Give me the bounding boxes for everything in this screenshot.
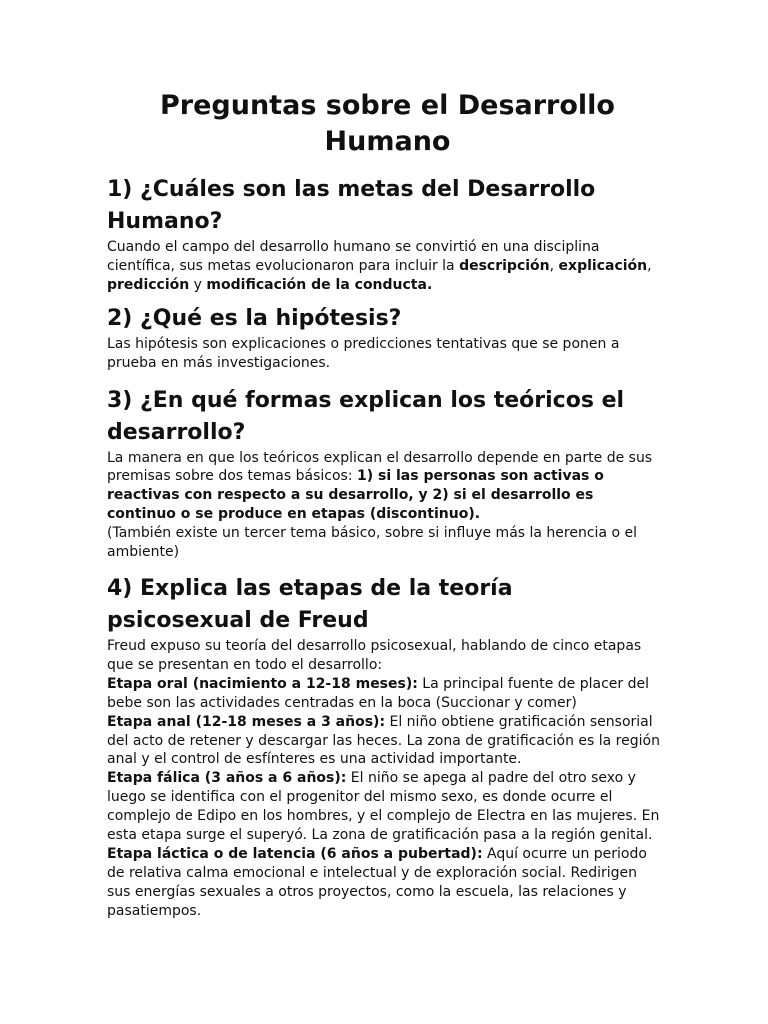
question-2-section bbox=[107, 303, 664, 373]
stage-text: La principal fuente de placer del bebe son las actividades centradas en la boca (Succionar y comer) bbox=[107, 675, 649, 711]
answer-text: , bbox=[647, 257, 652, 274]
answer-term-descripcion: descripción bbox=[459, 257, 550, 274]
answer-term-prediccion: predicción bbox=[107, 276, 190, 293]
answer-bold-themes: 1) si las personas son activas o reactivas con respecto a su desarrollo, y 2) si el desarrollo es continuo o se produce en etapas (discontinuo). bbox=[107, 468, 604, 523]
stage-oral bbox=[107, 675, 664, 713]
question-1-section bbox=[107, 174, 664, 295]
question-4-heading: 4) Explica las etapas de la teoría psicosexual de Freud bbox=[107, 575, 513, 633]
stage-text: El niño obtiene gratificación sensorial del acto de retener y descargar las heces. La zona de gratificación es la región anal y el control de esfínteres es una actividad importante. bbox=[107, 713, 660, 768]
question-3-heading: 3) ¿En qué formas explican los teóricos el desarrollo? bbox=[107, 387, 625, 445]
stage-label: Etapa fálica (3 años a 6 años): bbox=[107, 770, 347, 787]
answer-term-explicacion: explicación bbox=[558, 257, 648, 274]
answer-text: y bbox=[189, 276, 207, 293]
question-2-heading: 2) ¿Qué es la hipótesis? bbox=[107, 305, 402, 331]
stage-anal bbox=[107, 713, 664, 770]
question-1-answer bbox=[107, 238, 664, 295]
question-4-intro: Freud expuso su teoría del desarrollo psicosexual, hablando de cinco etapas que se presentan en todo el desarrollo: bbox=[107, 637, 642, 673]
answer-text: Cuando el campo del desarrollo humano se convirtió en una disciplina científica, sus metas evolucionaron para incluir la bbox=[107, 239, 600, 274]
stage-latencia bbox=[107, 845, 664, 921]
question-2-answer: Las hipótesis son explicaciones o predicciones tentativas que se ponen a prueba en más investigaciones. bbox=[107, 335, 620, 371]
question-4-section bbox=[107, 573, 664, 921]
answer-text: La manera en que los teóricos explican el desarrollo depende en parte de sus premisas sobre dos temas básicos: bbox=[107, 449, 653, 485]
answer-text: , bbox=[549, 257, 559, 274]
stage-text: El niño se apega al padre del otro sexo y luego se identifica con el progenitor del mismo sexo, es donde ocurre el complejo de Edipo en los hombres, y el complejo de Electra en las mujeres. En esta etapa surge el superyó. La zona de gratificación pasa a la región genital. bbox=[107, 770, 660, 844]
question-3-section bbox=[107, 385, 664, 562]
document-title: Preguntas sobre el Desarrollo Humano bbox=[160, 90, 615, 157]
stage-label: Etapa oral (nacimiento a 12-18 meses): bbox=[107, 675, 418, 692]
question-1-heading: 1) ¿Cuáles son las metas del Desarrollo Humano? bbox=[107, 177, 596, 234]
stage-label: Etapa láctica o de latencia (6 años a pubertad): bbox=[107, 845, 483, 862]
answer-note: (También existe un tercer tema básico, sobre si influye más la herencia o el ambiente) bbox=[107, 525, 637, 561]
stage-text: Aquí ocurre un periodo de relativa calma emocional e intelectual y de exploración social. Redirigen sus energías sexuales a otros proyectos, como la escuela, las relaciones y pasatiempos. bbox=[107, 845, 647, 919]
stage-label: Etapa anal (12-18 meses a 3 años): bbox=[107, 713, 386, 730]
question-3-answer bbox=[107, 449, 664, 562]
answer-term-modificacion: modificación de la conducta. bbox=[206, 276, 433, 293]
stage-falica bbox=[107, 769, 664, 845]
